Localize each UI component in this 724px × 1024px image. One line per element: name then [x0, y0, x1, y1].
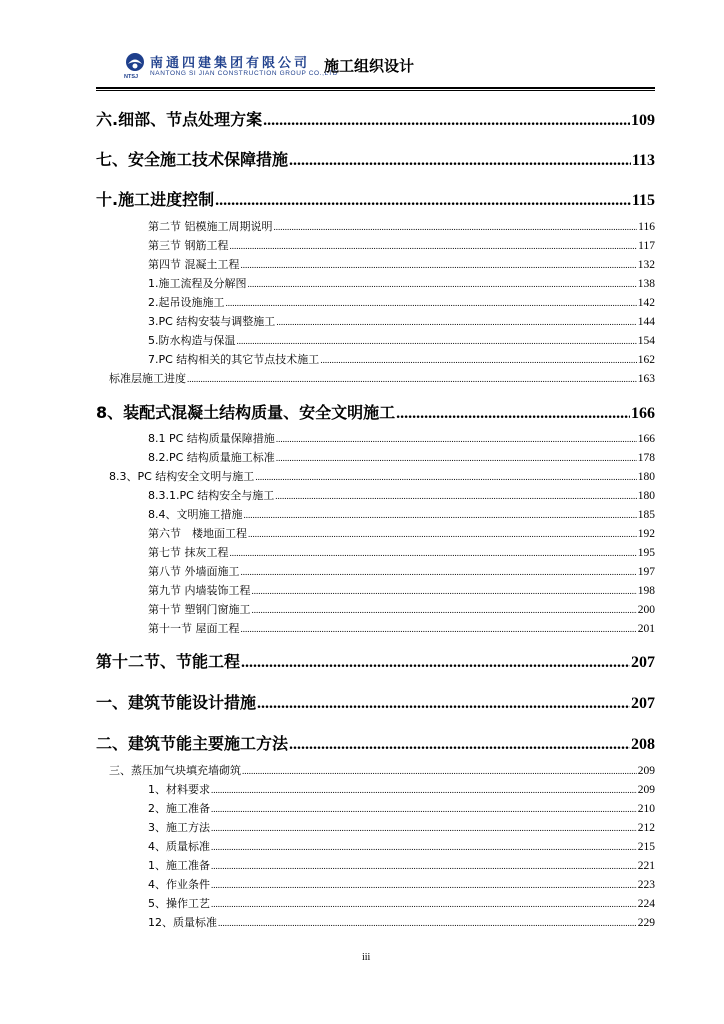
toc-entry[interactable]	[148, 430, 655, 446]
toc-entry[interactable]	[96, 649, 655, 673]
toc-label: 第二节 铝模施工周期说明	[148, 220, 273, 233]
toc-entry[interactable]	[148, 275, 655, 291]
toc-entry[interactable]	[109, 468, 655, 484]
toc-leader	[211, 880, 637, 890]
page-number: iii	[362, 952, 371, 963]
toc-leader	[257, 695, 630, 713]
toc-page: 113	[631, 152, 655, 169]
toc-page: 163	[637, 373, 655, 385]
toc-page: 207	[631, 654, 655, 671]
toc-page: 185	[637, 509, 655, 521]
toc-leader	[276, 434, 637, 444]
toc-entry[interactable]	[148, 876, 655, 892]
toc-leader	[252, 605, 637, 615]
toc-leader	[241, 624, 637, 634]
toc-page: 115	[631, 192, 655, 209]
toc-leader	[255, 472, 636, 482]
toc-entry[interactable]	[148, 800, 655, 816]
toc-page: 221	[637, 860, 655, 872]
toc-label: 十.施工进度控制	[96, 190, 215, 209]
toc-leader	[237, 336, 637, 346]
toc-entry[interactable]	[148, 781, 655, 797]
toc-entry[interactable]	[148, 525, 655, 541]
toc-leader	[230, 241, 638, 251]
toc-page: 144	[637, 316, 655, 328]
toc-leader	[211, 899, 637, 909]
toc-leader	[230, 548, 637, 558]
toc-page: 210	[637, 803, 655, 815]
toc-leader	[218, 918, 637, 928]
toc-entry[interactable]	[148, 218, 655, 234]
toc-label: 5.防水构造与保温	[148, 334, 236, 347]
toc-page: 166	[631, 405, 655, 422]
toc-label: 3.PC 结构安装与调整施工	[148, 315, 276, 328]
toc-page: 197	[637, 566, 655, 578]
document-title: 施工组织设计	[324, 57, 415, 75]
toc-page: 180	[637, 471, 655, 483]
toc-label: 二、建筑节能主要施工方法	[96, 734, 289, 753]
toc-label: 七、安全施工技术保障措施	[96, 150, 289, 169]
logo-tag: NTSJ	[124, 74, 139, 80]
toc-label: 第三节 钢筋工程	[148, 239, 229, 252]
toc-label: 1、材料要求	[148, 783, 210, 796]
toc-label: 2.起吊设施施工	[148, 296, 225, 309]
toc-entry[interactable]	[148, 449, 655, 465]
toc-leader	[226, 298, 637, 308]
toc-label: 六.细部、节点处理方案	[96, 110, 263, 129]
toc-leader	[248, 529, 637, 539]
toc-entry[interactable]	[148, 313, 655, 329]
toc-entry[interactable]	[148, 351, 655, 367]
toc-label: 8.3、PC 结构安全文明与施工	[109, 470, 255, 483]
toc-page: 224	[637, 898, 655, 910]
toc-leader	[242, 766, 637, 776]
toc-label: 12、质量标准	[148, 916, 217, 929]
toc-page: 223	[637, 879, 655, 891]
toc-entry[interactable]	[148, 563, 655, 579]
toc-label: 8.4、文明施工措施	[148, 508, 243, 521]
toc-leader	[263, 112, 630, 130]
toc-label: 7.PC 结构相关的其它节点技术施工	[148, 353, 320, 366]
toc-entry[interactable]	[148, 838, 655, 854]
toc-label: 8.2.PC 结构质量施工标准	[148, 451, 275, 464]
toc-page: 208	[631, 736, 655, 753]
toc-entry[interactable]	[148, 582, 655, 598]
toc-leader	[320, 355, 636, 365]
toc-label: 标准层施工进度	[109, 372, 186, 385]
toc-entry[interactable]	[109, 370, 655, 386]
toc-entry[interactable]	[148, 544, 655, 560]
toc-entry[interactable]	[109, 762, 655, 778]
toc-leader	[274, 222, 638, 232]
toc-entry[interactable]	[148, 895, 655, 911]
toc-leader	[211, 804, 637, 814]
toc-label: 4、作业条件	[148, 878, 210, 891]
toc-page: 138	[637, 278, 655, 290]
toc-label: 一、建筑节能设计措施	[96, 693, 257, 712]
toc-leader	[248, 279, 637, 289]
toc-page: 229	[637, 917, 655, 929]
toc-entry[interactable]	[148, 914, 655, 930]
toc-page: 117	[638, 240, 655, 252]
toc-page: 180	[637, 490, 655, 502]
toc-page: 192	[637, 528, 655, 540]
toc-entry[interactable]	[148, 506, 655, 522]
toc-leader	[289, 152, 631, 170]
toc-leader	[252, 586, 637, 596]
toc-label: 第十二节、节能工程	[96, 652, 241, 671]
toc-label: 3、施工方法	[148, 821, 210, 834]
toc-page: 212	[637, 822, 655, 834]
toc-entry[interactable]	[148, 237, 655, 253]
toc-leader	[211, 861, 637, 871]
toc-leader	[275, 491, 636, 501]
toc-label: 8.1 PC 结构质量保障措施	[148, 432, 275, 445]
toc-page: 209	[637, 765, 655, 777]
toc-label: 4、质量标准	[148, 840, 210, 853]
toc-page: 142	[637, 297, 655, 309]
toc-leader	[211, 823, 637, 833]
toc-label: 第八节 外墙面施工	[148, 565, 240, 578]
toc-entry[interactable]	[96, 731, 655, 755]
toc-label: 第四节 混凝土工程	[148, 258, 240, 271]
toc-entry[interactable]	[96, 187, 655, 211]
toc-page: 178	[637, 452, 655, 464]
toc-leader	[244, 510, 637, 520]
toc-label: 第九节 内墙装饰工程	[148, 584, 251, 597]
toc-page: 195	[637, 547, 655, 559]
toc-entry[interactable]	[148, 819, 655, 835]
toc-entry[interactable]	[148, 294, 655, 310]
toc-label: 1.施工流程及分解图	[148, 277, 247, 290]
company-name-cn: 南通四建集团有限公司	[150, 56, 311, 71]
toc-label: 第十一节 屋面工程	[148, 622, 240, 635]
toc-label: 5、操作工艺	[148, 897, 210, 910]
toc-label: 1、施工准备	[148, 859, 210, 872]
toc-leader	[187, 374, 637, 384]
toc-leader	[276, 453, 637, 463]
toc-leader	[241, 567, 637, 577]
toc-page: 215	[637, 841, 655, 853]
toc-page: 109	[631, 112, 655, 129]
toc-entry[interactable]	[148, 332, 655, 348]
toc-label: 2、施工准备	[148, 802, 210, 815]
toc-label: 8.3.1.PC 结构安全与施工	[148, 489, 275, 502]
toc-leader	[276, 317, 636, 327]
toc-entry[interactable]	[148, 487, 655, 503]
toc-leader	[211, 785, 637, 795]
toc-entry[interactable]	[96, 400, 655, 424]
toc-page: 209	[637, 784, 655, 796]
toc-page: 116	[638, 221, 655, 233]
toc-leader	[215, 192, 631, 210]
toc-page: 154	[637, 335, 655, 347]
toc-leader	[289, 736, 630, 754]
toc-page: 201	[637, 623, 655, 635]
toc-entry[interactable]	[96, 690, 655, 714]
toc-label: 8、装配式混凝土结构质量、安全文明施工	[96, 403, 396, 422]
toc-page: 162	[637, 354, 655, 366]
toc-entry[interactable]	[148, 256, 655, 272]
toc-page: 200	[637, 604, 655, 616]
toc-label: 三、蒸压加气块填充墙砌筑	[109, 764, 241, 777]
toc-page: 132	[637, 259, 655, 271]
toc-page: 207	[631, 695, 655, 712]
toc-leader	[241, 260, 637, 270]
toc-label: 第七节 抹灰工程	[148, 546, 229, 559]
toc-leader	[241, 654, 630, 672]
toc-entry[interactable]	[96, 107, 655, 131]
toc-page: 166	[637, 433, 655, 445]
toc-entry[interactable]	[96, 147, 655, 171]
toc-label: 第十节 塑钢门窗施工	[148, 603, 251, 616]
toc-entry[interactable]	[148, 601, 655, 617]
toc-leader	[211, 842, 637, 852]
toc-label: 第六节 楼地面工程	[148, 527, 247, 540]
company-name-en: NANTONG SI JIAN CONSTRUCTION GROUP CO.,LTD	[150, 70, 339, 77]
toc-entry[interactable]	[148, 620, 655, 636]
toc-leader	[396, 405, 630, 423]
toc-entry[interactable]	[148, 857, 655, 873]
toc-page: 198	[637, 585, 655, 597]
